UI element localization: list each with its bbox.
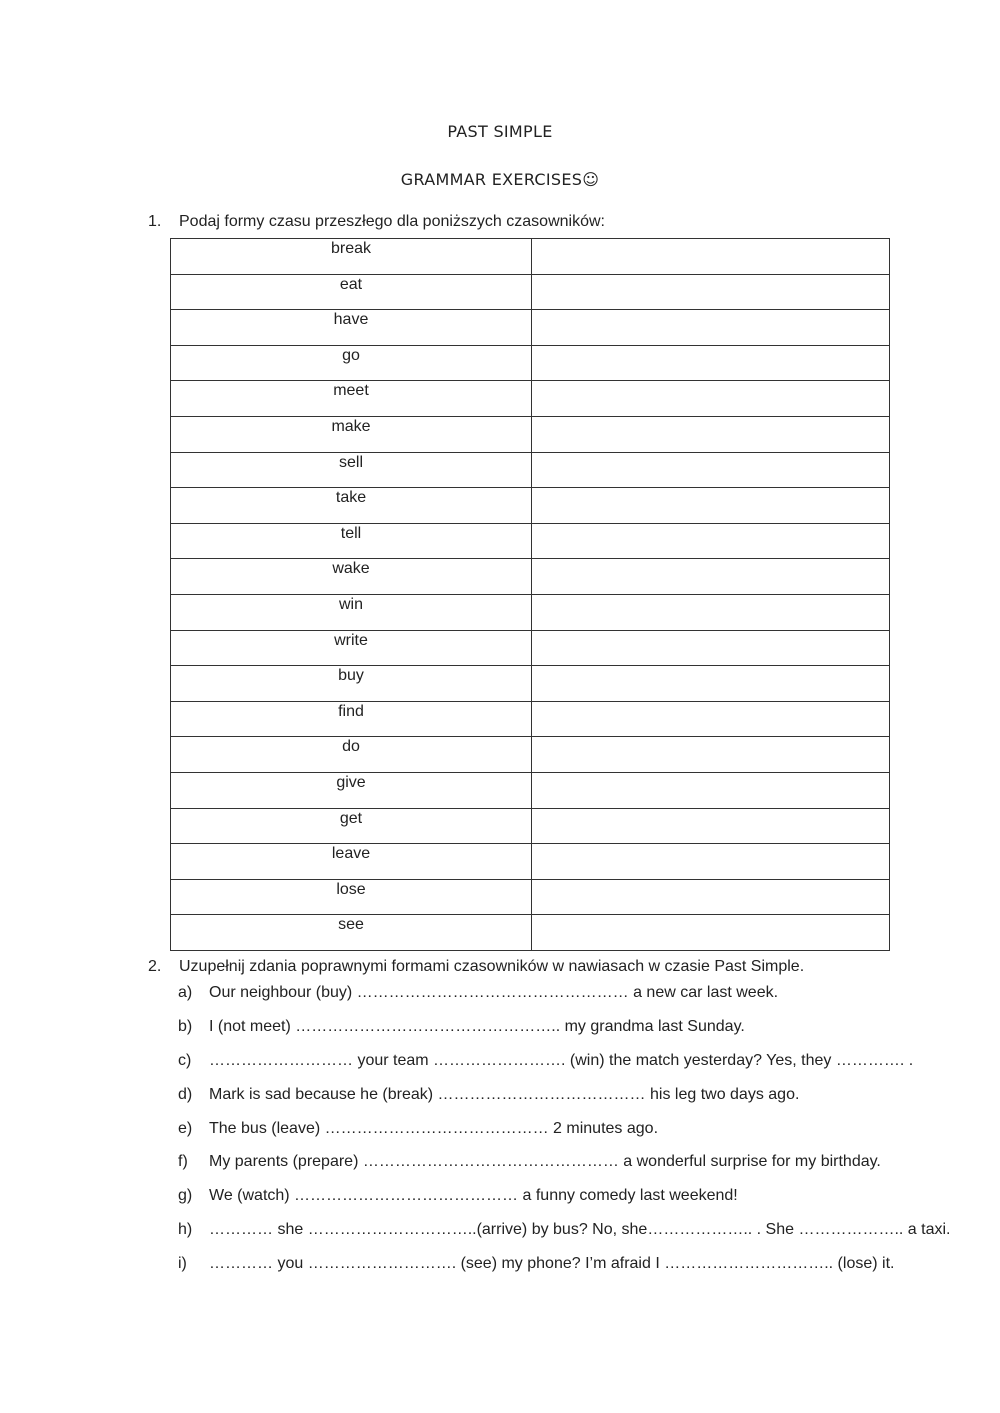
answer-cell[interactable] — [532, 808, 890, 844]
list-item — [178, 1086, 950, 1120]
verb-cell: leave — [171, 844, 532, 880]
table-row — [171, 274, 890, 310]
table-row — [171, 915, 890, 951]
answer-cell[interactable] — [532, 523, 890, 559]
answer-cell[interactable] — [532, 737, 890, 773]
sentence-text: ………… she …………………………..(arrive) by bus? No, she……………….. . She ……………….. a taxi. — [209, 1221, 951, 1239]
exercise-1-number: 1. — [148, 213, 162, 230]
answer-cell[interactable] — [532, 666, 890, 702]
table-row — [171, 808, 890, 844]
sentence-text: ………… you ………………………. (see) my phone? I’m afraid I ………………………….. (lose) it. — [209, 1255, 895, 1273]
verb-cell: see — [171, 915, 532, 951]
verb-cell: tell — [171, 523, 532, 559]
sentence-text: Mark is sad because he (break) ………………………………… his leg two days ago. — [209, 1085, 800, 1103]
table-row — [171, 879, 890, 915]
list-item — [178, 1221, 950, 1255]
answer-cell[interactable] — [532, 844, 890, 880]
verb-cell: find — [171, 701, 532, 737]
table-row — [171, 630, 890, 666]
verb-cell: do — [171, 737, 532, 773]
verb-cell: go — [171, 345, 532, 381]
answer-cell[interactable] — [532, 701, 890, 737]
answer-cell[interactable] — [532, 381, 890, 417]
list-item — [178, 1052, 950, 1086]
table-row — [171, 381, 890, 417]
table-row — [171, 488, 890, 524]
table-row — [171, 239, 890, 275]
verb-cell: have — [171, 310, 532, 346]
exercise-2-heading — [148, 958, 804, 976]
answer-cell[interactable] — [532, 452, 890, 488]
answer-cell[interactable] — [532, 345, 890, 381]
answer-cell[interactable] — [532, 488, 890, 524]
sentence-letter: g) — [178, 1187, 193, 1205]
answer-cell[interactable] — [532, 559, 890, 595]
verb-cell: buy — [171, 666, 532, 702]
sentence-letter: b) — [178, 1017, 193, 1035]
list-item — [178, 1018, 950, 1052]
table-row — [171, 844, 890, 880]
exercise-2-number: 2. — [148, 958, 162, 975]
list-item — [178, 1187, 950, 1221]
sentence-text: Our neighbour (buy) …………………………………………… a new car last week. — [209, 984, 779, 1001]
table-row — [171, 666, 890, 702]
sentence-letter: a) — [178, 984, 193, 1001]
sentence-letter: c) — [178, 1051, 192, 1069]
verb-cell: break — [171, 239, 532, 275]
list-item — [178, 1255, 950, 1289]
table-row — [171, 345, 890, 381]
exercise-1-heading — [148, 213, 605, 231]
sentence-text: I (not meet) ………………………………………….. my grandma last Sunday. — [209, 1017, 745, 1035]
answer-cell[interactable] — [532, 310, 890, 346]
list-item — [178, 1153, 950, 1187]
answer-cell[interactable] — [532, 416, 890, 452]
verb-cell: write — [171, 630, 532, 666]
answer-cell[interactable] — [532, 274, 890, 310]
table-row — [171, 523, 890, 559]
exercise-1-instruction: Podaj formy czasu przeszłego dla poniższych czasowników: — [179, 213, 605, 230]
sentence-letter: h) — [178, 1221, 193, 1239]
page-subtitle: GRAMMAR EXERCISES☺ — [400, 170, 600, 189]
verb-cell: get — [171, 808, 532, 844]
answer-cell[interactable] — [532, 239, 890, 275]
table-row — [171, 737, 890, 773]
table-row — [171, 452, 890, 488]
verb-cell: lose — [171, 879, 532, 915]
verb-cell: eat — [171, 274, 532, 310]
answer-cell[interactable] — [532, 772, 890, 808]
table-row — [171, 416, 890, 452]
list-item — [178, 1120, 950, 1154]
verb-table — [170, 238, 890, 951]
answer-cell[interactable] — [532, 915, 890, 951]
sentence-text: We (watch) …………………………………… a funny comedy last weekend! — [209, 1187, 738, 1205]
answer-cell[interactable] — [532, 594, 890, 630]
verb-cell: sell — [171, 452, 532, 488]
table-row — [171, 310, 890, 346]
sentence-text: My parents (prepare) ………………………………………… a wonderful surprise for my birthday. — [209, 1153, 881, 1171]
sentence-list — [178, 984, 950, 1289]
answer-cell[interactable] — [532, 630, 890, 666]
exercise-2-instruction: Uzupełnij zdania poprawnymi formami czasowników w nawiasach w czasie Past Simple. — [179, 958, 805, 975]
table-row — [171, 772, 890, 808]
page-title: PAST SIMPLE — [447, 122, 553, 141]
verb-cell: win — [171, 594, 532, 630]
sentence-text: The bus (leave) …………………………………… 2 minutes ago. — [209, 1119, 659, 1137]
verb-cell: wake — [171, 559, 532, 595]
answer-cell[interactable] — [532, 879, 890, 915]
table-row — [171, 594, 890, 630]
verb-cell: take — [171, 488, 532, 524]
list-item — [178, 984, 950, 1018]
sentence-letter: e) — [178, 1119, 193, 1137]
verb-cell: give — [171, 772, 532, 808]
sentence-text: ……………………… your team ……………………. (win) the match yesterday? Yes, they …………. . — [209, 1051, 914, 1069]
sentence-letter: i) — [178, 1255, 187, 1273]
verb-cell: make — [171, 416, 532, 452]
sentence-letter: d) — [178, 1085, 193, 1103]
table-row — [171, 701, 890, 737]
table-row — [171, 559, 890, 595]
sentence-letter: f) — [178, 1153, 188, 1171]
verb-cell: meet — [171, 381, 532, 417]
